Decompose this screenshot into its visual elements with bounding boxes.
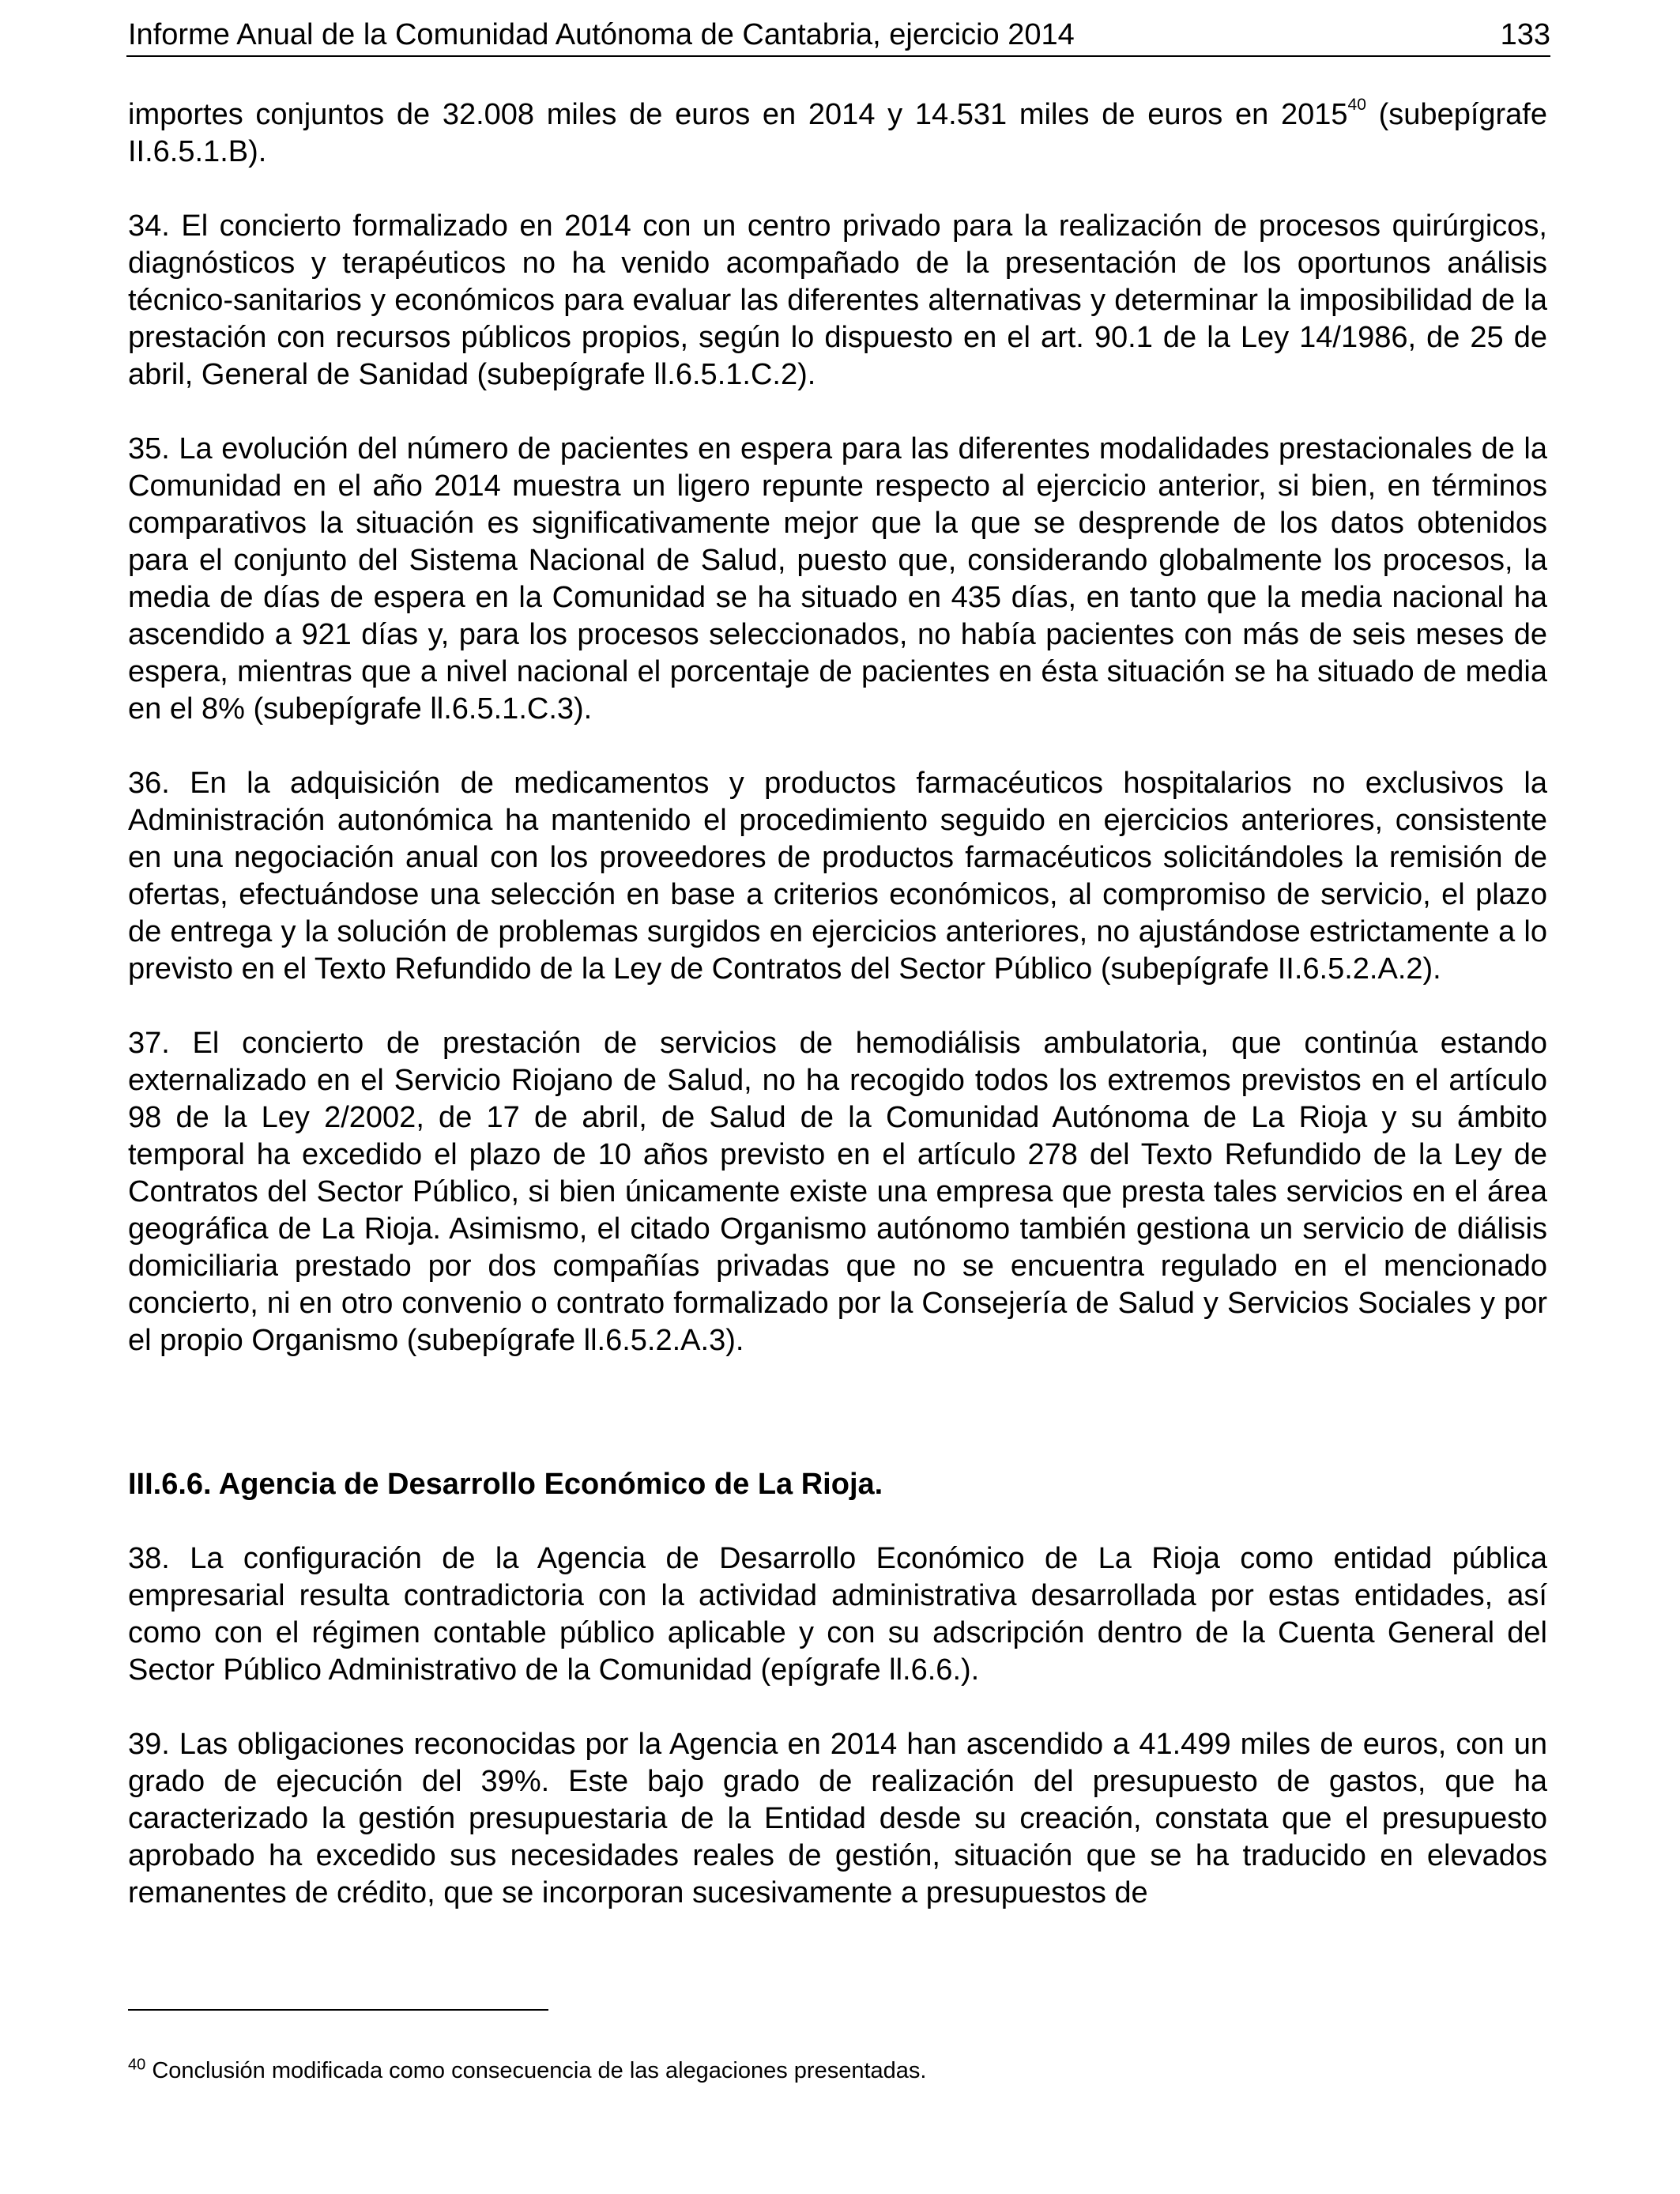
header-title: Informe Anual de la Comunidad Autónoma de Cantabria, ejercicio 2014 (128, 18, 1075, 51)
footnote-separator (128, 2009, 548, 2011)
page-number: 133 (1500, 18, 1550, 51)
footnote-reference[interactable]: 40 (1347, 96, 1366, 115)
paragraph-34: 34. El concierto formalizado en 2014 con un centro privado para la realización de procesos quirúrgicos, diagnósticos y terapéuticos no ha venido acompañado de la presentación de los oportunos análisis técnico-sanitarios y económicos para evaluar las diferentes alternativas y determinar la imposibilidad de la prestación con recursos públicos propios, según lo dispuesto en el art. 90.1 de la Ley 14/1986, de 25 de abril, General de Sanidad (subepígrafe ll.6.5.1.C.2). (128, 209, 1547, 391)
footnote-text: Conclusión modificada como consecuencia de las alegaciones presentadas. (152, 2058, 927, 2083)
paragraph-37: 37. El concierto de prestación de servicios de hemodiálisis ambulatoria, que continúa estando externalizado en el Servicio Riojano de Salud, no ha recogido todos los extremos previstos en el artículo 98 de la Ley 2/2002, de 17 de abril, de Salud de la Comunidad Autónoma de La Rioja y su ámbito temporal ha excedido el plazo de 10 años previsto en el artículo 278 del Texto Refundido de la Ley de Contratos del Sector Público, si bien únicamente existe una empresa que presta tales servicios en el área geográfica de La Rioja. Asimismo, el citado Organismo autónomo también gestiona un servicio de diálisis domiciliaria prestado por dos compañías privadas que no se encuentra regulado en el mencionado concierto, ni en otro convenio o contrato formalizado por la Consejería de Salud y Servicios Sociales y por el propio Organismo (subepígrafe ll.6.5.2.A.3). (128, 1027, 1547, 1357)
paragraph-39: 39. Las obligaciones reconocidas por la Agencia en 2014 han ascendido a 41.499 miles de euros, con un grado de ejecución del 39%. Este bajo grado de realización del presupuesto de gastos, que ha caracterizado la gestión presupuestaria de la Entidad desde su creación, constata que el presupuesto aprobado ha excedido sus necesidades reales de gestión, situación que se ha traducido en elevados remanentes de crédito, que se incorporan sucesivamente a presupuestos de (128, 1728, 1547, 1909)
paragraph-continuation-text: importes conjuntos de 32.008 miles de euros en 2014 y 14.531 miles de euros en 2015 (128, 98, 1348, 131)
paragraph-continuation (128, 96, 1547, 171)
paragraph-36: 36. En la adquisición de medicamentos y productos farmacéuticos hospitalarios no exclusivos la Administración autonómica ha mantenido el procedimiento seguido en ejercicios anteriores, consistente en una negociación anual con los proveedores de productos farmacéuticos solicitándoles la remisión de ofertas, efectuándose una selección en base a criterios económicos, al compromiso de servicio, el plazo de entrega y la solución de problemas surgidos en ejercicios anteriores, no ajustándose estrictamente a lo previsto en el Texto Refundido de la Ley de Contratos del Sector Público (subepígrafe II.6.5.2.A.2). (128, 767, 1547, 986)
paragraph-continuation-tail: (subepígrafe II.6.5.1.B). (128, 98, 1548, 168)
footnote (128, 2055, 926, 2087)
footnote-number: 40 (128, 2056, 146, 2074)
paragraph-35: 35. La evolución del número de pacientes en espera para las diferentes modalidades prestacionales de la Comunidad en el año 2014 muestra un ligero repunte respecto al ejercicio anterior, si bien, en términos comparativos la situación es significativamente mejor que la que se desprende de los datos obtenidos para el conjunto del Sistema Nacional de Salud, puesto que, considerando globalmente los procesos, la media de días de espera en la Comunidad se ha situado en 435 días, en tanto que la media nacional ha ascendido a 921 días y, para los procesos seleccionados, no había pacientes con más de seis meses de espera, mientras que a nivel nacional el porcentaje de pacientes en ésta situación se ha situado de media en el 8% (subepígrafe ll.6.5.1.C.3). (128, 432, 1547, 726)
section-heading: III.6.6. Agencia de Desarrollo Económico de La Rioja. (128, 1468, 883, 1501)
body-text (128, 96, 1547, 1949)
running-header (126, 14, 1550, 57)
paragraph-38: 38. La configuración de la Agencia de Desarrollo Económico de La Rioja como entidad pública empresarial resulta contradictoria con la actividad administrativa desarrollada por estas entidades, así como con el régimen contable público aplicable y con su adscripción dentro de la Cuenta General del Sector Público Administrativo de la Comunidad (epígrafe ll.6.6.). (128, 1542, 1547, 1687)
